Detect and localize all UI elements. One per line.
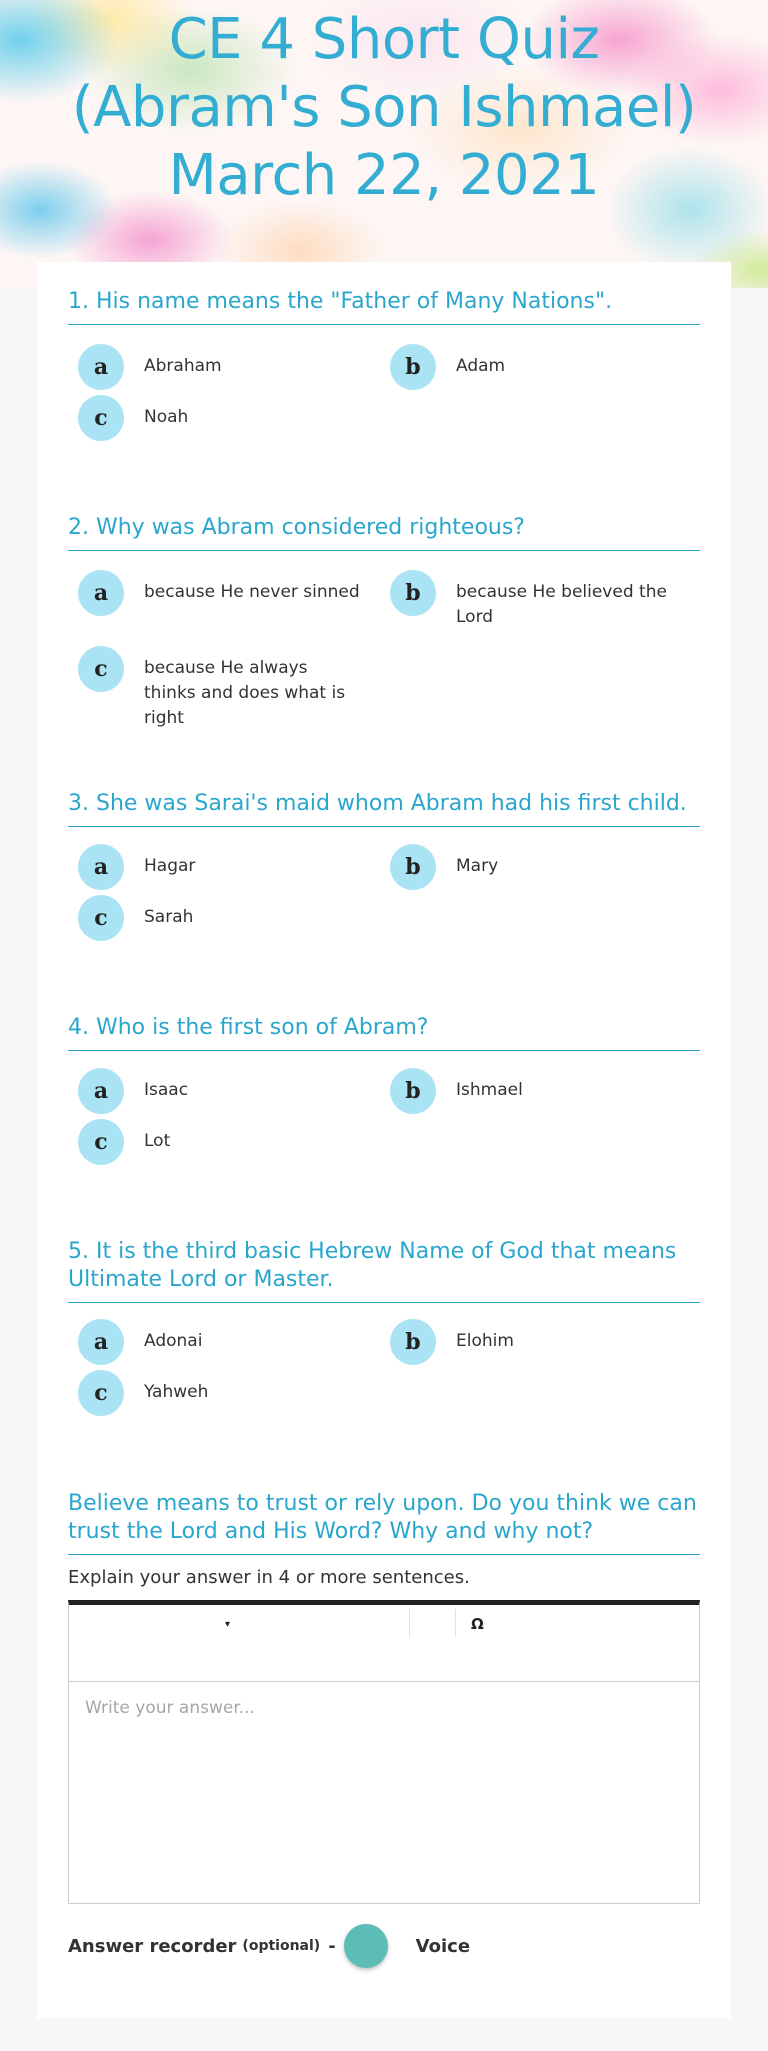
editor-toolbar xyxy=(69,1605,699,1682)
format-dropdown-caret-icon[interactable]: ▾ xyxy=(225,1619,231,1630)
option-label: Lot xyxy=(144,1131,171,1151)
question-5 xyxy=(68,1238,700,1303)
option-b[interactable] xyxy=(390,344,676,390)
answer-editor xyxy=(68,1600,700,1904)
toolbar-divider xyxy=(409,1609,410,1637)
question-title: 1. His name means the "Father of Many Nations". xyxy=(68,288,700,325)
option-bubble-b[interactable]: b xyxy=(390,570,436,616)
question-title: 4. Who is the first son of Abram? xyxy=(68,1014,700,1051)
open-question xyxy=(68,1490,700,1555)
question-title: 5. It is the third basic Hebrew Name of God that means Ultimate Lord or Master. xyxy=(68,1238,700,1303)
option-bubble-c[interactable]: c xyxy=(78,646,124,692)
special-characters-icon[interactable]: Ω xyxy=(471,1615,484,1633)
option-bubble-b[interactable]: b xyxy=(390,344,436,390)
option-label: Adam xyxy=(456,356,506,376)
answer-textarea[interactable] xyxy=(69,1682,699,1902)
option-bubble-c[interactable]: c xyxy=(78,895,124,941)
option-label: Ishmael xyxy=(456,1080,523,1100)
option-bubble-a[interactable]: a xyxy=(78,570,124,616)
option-bubble-a[interactable]: a xyxy=(78,1319,124,1365)
question-2 xyxy=(68,514,700,551)
option-bubble-c[interactable]: c xyxy=(78,1370,124,1416)
option-bubble-a[interactable]: a xyxy=(78,1068,124,1114)
option-label: Abraham xyxy=(144,356,222,376)
option-bubble-a[interactable]: a xyxy=(78,844,124,890)
question-1 xyxy=(68,288,700,325)
option-bubble-b[interactable]: b xyxy=(390,1068,436,1114)
toolbar-divider xyxy=(455,1609,456,1637)
watercolor-header xyxy=(0,0,768,288)
recorder-dash: - xyxy=(328,1935,336,1957)
option-bubble-c[interactable]: c xyxy=(78,1119,124,1165)
question-3 xyxy=(68,790,700,827)
option-label: Isaac xyxy=(144,1080,189,1100)
option-label: Adonai xyxy=(144,1331,203,1351)
answer-recorder xyxy=(68,1924,470,1968)
option-b[interactable] xyxy=(390,570,676,630)
question-title: Believe means to trust or rely upon. Do you think we can trust the Lord and His Word? Why and why not? xyxy=(68,1490,700,1555)
option-c[interactable] xyxy=(78,895,364,941)
option-a[interactable] xyxy=(78,1068,364,1114)
option-bubble-b[interactable]: b xyxy=(390,844,436,890)
option-label: because He never sinned xyxy=(144,582,360,602)
option-label: Elohim xyxy=(456,1331,514,1351)
instruction-text: Explain your answer in 4 or more sentences. xyxy=(68,1567,470,1588)
question-title: 2. Why was Abram considered righteous? xyxy=(68,514,700,551)
option-label: Noah xyxy=(144,407,189,427)
option-label: Mary xyxy=(456,856,499,876)
page-title: CE 4 Short Quiz (Abram's Son Ishmael) March 22, 2021 xyxy=(71,7,697,208)
option-a[interactable] xyxy=(78,1319,364,1365)
option-label: Sarah xyxy=(144,907,194,927)
option-c[interactable] xyxy=(78,395,364,441)
option-c[interactable] xyxy=(78,1119,364,1165)
option-bubble-c[interactable]: c xyxy=(78,395,124,441)
option-label: because He always thinks and does what is right xyxy=(144,658,346,728)
option-label: Hagar xyxy=(144,856,196,876)
option-c[interactable] xyxy=(78,646,364,731)
option-a[interactable] xyxy=(78,844,364,890)
option-a[interactable] xyxy=(78,344,364,390)
question-4 xyxy=(68,1014,700,1051)
option-bubble-a[interactable]: a xyxy=(78,344,124,390)
option-c[interactable] xyxy=(78,1370,364,1416)
voice-label: Voice xyxy=(415,1935,471,1957)
option-label: because He believed the Lord xyxy=(456,582,667,627)
option-label: Yahweh xyxy=(144,1382,209,1402)
record-button[interactable] xyxy=(344,1924,388,1968)
option-b[interactable] xyxy=(390,1068,676,1114)
recorder-optional: (optional) xyxy=(242,1938,321,1954)
option-bubble-b[interactable]: b xyxy=(390,1319,436,1365)
option-b[interactable] xyxy=(390,1319,676,1365)
option-b[interactable] xyxy=(390,844,676,890)
recorder-label: Answer recorder xyxy=(68,1935,237,1957)
question-title: 3. She was Sarai's maid whom Abram had his first child. xyxy=(68,790,700,827)
option-a[interactable] xyxy=(78,570,364,616)
